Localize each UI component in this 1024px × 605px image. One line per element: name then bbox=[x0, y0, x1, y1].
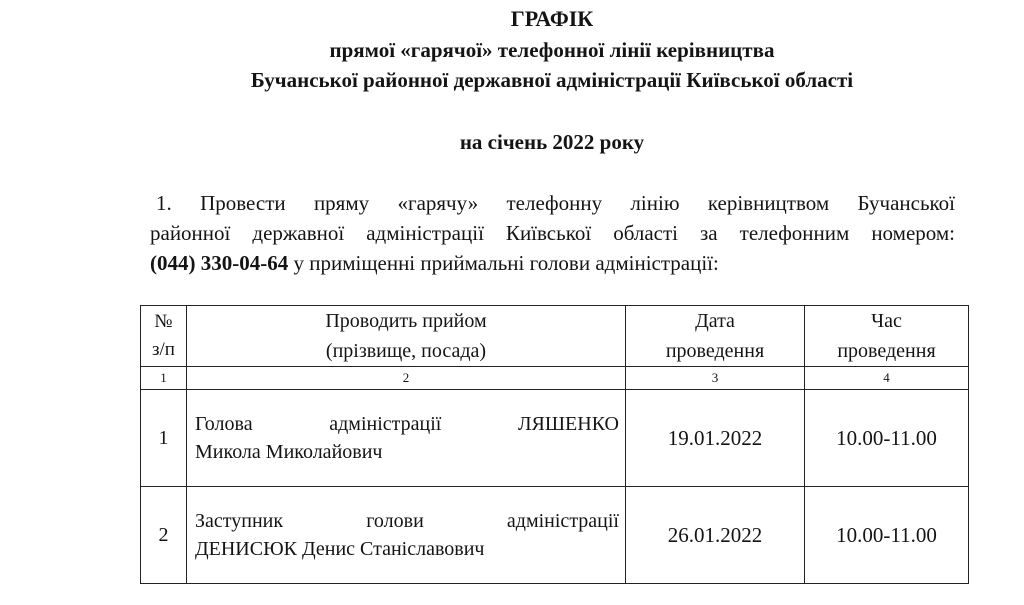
header-who: Проводить прийом (прізвище, посада) bbox=[187, 306, 626, 367]
row-time: 10.00-11.00 bbox=[805, 390, 969, 487]
row-who-line1: Голова адміністрації ЛЯШЕНКО bbox=[195, 413, 619, 435]
row-who bbox=[187, 390, 626, 487]
row-num: 2 bbox=[141, 487, 187, 584]
header-date: Дата проведення bbox=[626, 306, 805, 367]
document-title: ГРАФІК bbox=[510, 6, 594, 31]
header-time: Час проведення bbox=[805, 306, 969, 367]
document-subtitle-line1: прямої «гарячої» телефонної лінії керівництва bbox=[329, 38, 775, 62]
intro-phone: (044) 330-04-64 bbox=[150, 251, 289, 275]
table-index-row bbox=[141, 367, 969, 390]
row-date: 19.01.2022 bbox=[626, 390, 805, 487]
document-subtitle-line2: Бучанської районної державної адміністрації Київської області bbox=[250, 68, 854, 92]
row-date: 26.01.2022 bbox=[626, 487, 805, 584]
intro-line2: районної державної адміністрації Київської області за телефонним номером: bbox=[150, 221, 955, 245]
index-cell: 3 bbox=[626, 367, 805, 390]
row-num: 1 bbox=[141, 390, 187, 487]
row-who bbox=[187, 487, 626, 584]
intro-text-line3: у приміщенні приймальні голови адміністрації: bbox=[288, 251, 719, 275]
table-row bbox=[141, 390, 969, 487]
table-header-row bbox=[141, 306, 969, 367]
row-who-line1: Заступник голови адміністрації bbox=[195, 510, 619, 532]
row-time: 10.00-11.00 bbox=[805, 487, 969, 584]
intro-line1 bbox=[150, 188, 955, 218]
intro-number: 1. bbox=[156, 191, 172, 215]
row-who-line2: ДЕНИСЮК Денис Станіславович bbox=[195, 538, 485, 560]
document-period: на січень 2022 року bbox=[459, 130, 645, 154]
schedule-table bbox=[140, 305, 969, 584]
table-row bbox=[141, 487, 969, 584]
index-cell: 4 bbox=[805, 367, 969, 390]
index-cell: 1 bbox=[141, 367, 187, 390]
row-who-line2: Микола Миколайович bbox=[195, 441, 383, 463]
index-cell: 2 bbox=[187, 367, 626, 390]
intro-line3 bbox=[150, 248, 955, 278]
header-num: № з/п bbox=[141, 306, 187, 367]
intro-text-line1: Провести пряму «гарячу» телефонну лінію керівництвом Бучанської bbox=[200, 191, 955, 215]
intro-paragraph bbox=[150, 188, 955, 278]
